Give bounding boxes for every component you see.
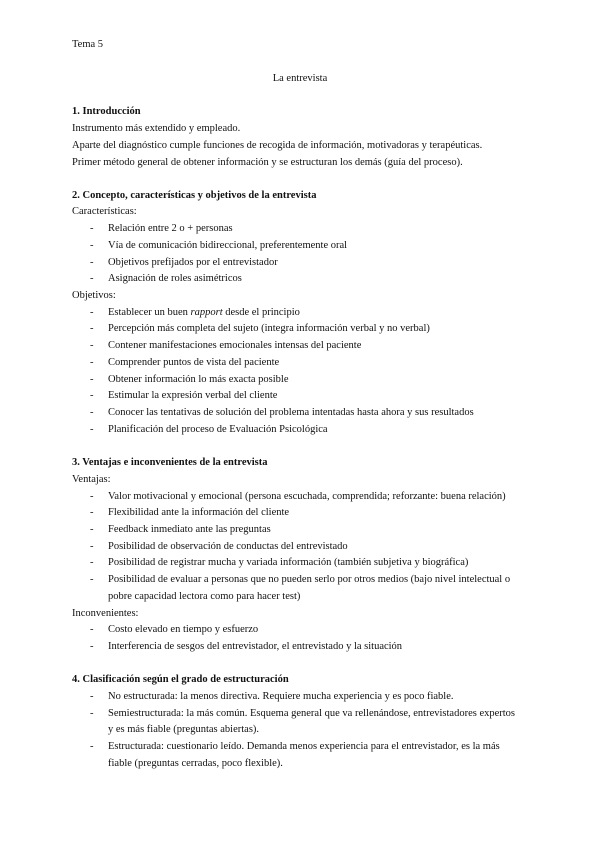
list-item: Posibilidad de observación de conductas del entrevistado (108, 541, 348, 552)
list-item: Objetivos prefijados por el entrevistador (108, 257, 278, 268)
paragraph-line: Instrumento más extendido y empleado. (72, 123, 241, 134)
list-item: Feedback inmediato ante las preguntas (108, 524, 271, 535)
list-bullet: - (90, 424, 94, 435)
list-bullet: - (90, 524, 94, 535)
list-item-text: desde el principio (222, 307, 300, 318)
objetivos-label: Objetivos: (72, 290, 116, 301)
list-bullet: - (90, 273, 94, 284)
paragraph-line: Primer método general de obtener información y se estructuran los demás (guía del proceso). (72, 157, 463, 168)
list-bullet: - (90, 624, 94, 635)
list-item: Percepción más completa del sujeto (integra información verbal y no verbal) (108, 323, 430, 334)
list-item: Estimular la expresión verbal del cliente (108, 390, 278, 401)
list-item-continuation: fiable (preguntas cerradas, poco flexible). (108, 758, 283, 769)
list-item: Vía de comunicación bidireccional, preferentemente oral (108, 240, 348, 251)
list-item-continuation: y es más fiable (preguntas abiertas). (108, 724, 260, 735)
inconvenientes-label: Inconvenientes: (72, 608, 139, 619)
list-bullet: - (90, 340, 94, 351)
list-item: Conocer las tentativas de solución del problema intentadas hasta ahora y sus resultados (108, 407, 474, 418)
list-item-continuation: pobre capacidad lectora como para hacer test) (108, 591, 301, 602)
list-bullet: - (90, 240, 94, 251)
list-item: Costo elevado en tiempo y esfuerzo (108, 624, 259, 635)
list-bullet: - (90, 390, 94, 401)
rapport-term: rapport (190, 307, 223, 318)
list-item: Asignación de roles asimétricos (108, 273, 242, 284)
ventajas-label: Ventajas: (72, 474, 111, 485)
list-item: Contener manifestaciones emocionales intensas del paciente (108, 340, 362, 351)
list-item: Posibilidad de registrar mucha y variada información (también subjetiva y biográfica) (108, 557, 469, 568)
list-item (108, 305, 300, 322)
list-bullet: - (90, 323, 94, 334)
list-item: Flexibilidad ante la información del cliente (108, 507, 290, 518)
section-4-heading: 4. Clasificación según el grado de estructuración (72, 674, 289, 685)
list-item: Comprender puntos de vista del paciente (108, 357, 280, 368)
list-bullet: - (90, 407, 94, 418)
list-item: Valor motivacional y emocional (persona escuchada, comprendida; reforzante: buena relación) (108, 491, 506, 502)
list-item: Estructurada: cuestionario leído. Demanda menos experiencia para el entrevistador, es la más (108, 741, 500, 752)
section-1-heading: 1. Introducción (72, 106, 141, 117)
document-title: La entrevista (272, 73, 328, 84)
list-bullet: - (90, 307, 94, 318)
section-3-heading: 3. Ventajas e inconvenientes de la entrevista (72, 457, 268, 468)
list-bullet: - (90, 708, 94, 719)
list-item: Posibilidad de evaluar a personas que no pueden serlo por otros medios (bajo nivel intelectual o (108, 574, 511, 585)
paragraph-line: Aparte del diagnóstico cumple funciones de recogida de información, motivadoras y terapéuticas. (72, 140, 483, 151)
list-bullet: - (90, 557, 94, 568)
list-item: Interferencia de sesgos del entrevistador, el entrevistado y la situación (108, 641, 403, 652)
list-bullet: - (90, 574, 94, 585)
list-item: Relación entre 2 o + personas (108, 223, 233, 234)
list-bullet: - (90, 223, 94, 234)
list-bullet: - (90, 541, 94, 552)
list-item-text: Establecer un buen (108, 307, 191, 318)
list-bullet: - (90, 357, 94, 368)
list-bullet: - (90, 374, 94, 385)
list-item: Planificación del proceso de Evaluación Psicológica (108, 424, 328, 435)
page-header: Tema 5 (72, 39, 104, 50)
list-bullet: - (90, 257, 94, 268)
list-bullet: - (90, 741, 94, 752)
list-bullet: - (90, 641, 94, 652)
caracteristicas-label: Características: (72, 206, 137, 217)
list-item: No estructurada: la menos directiva. Requiere mucha experiencia y es poco fiable. (108, 691, 454, 702)
list-bullet: - (90, 691, 94, 702)
section-2-heading: 2. Concepto, características y objetivos de la entrevista (72, 190, 317, 201)
list-bullet: - (90, 491, 94, 502)
list-item: Obtener información lo más exacta posible (108, 374, 289, 385)
list-bullet: - (90, 507, 94, 518)
list-item: Semiestructurada: la más común. Esquema general que va rellenándose, entrevistadores expertos (108, 708, 516, 719)
